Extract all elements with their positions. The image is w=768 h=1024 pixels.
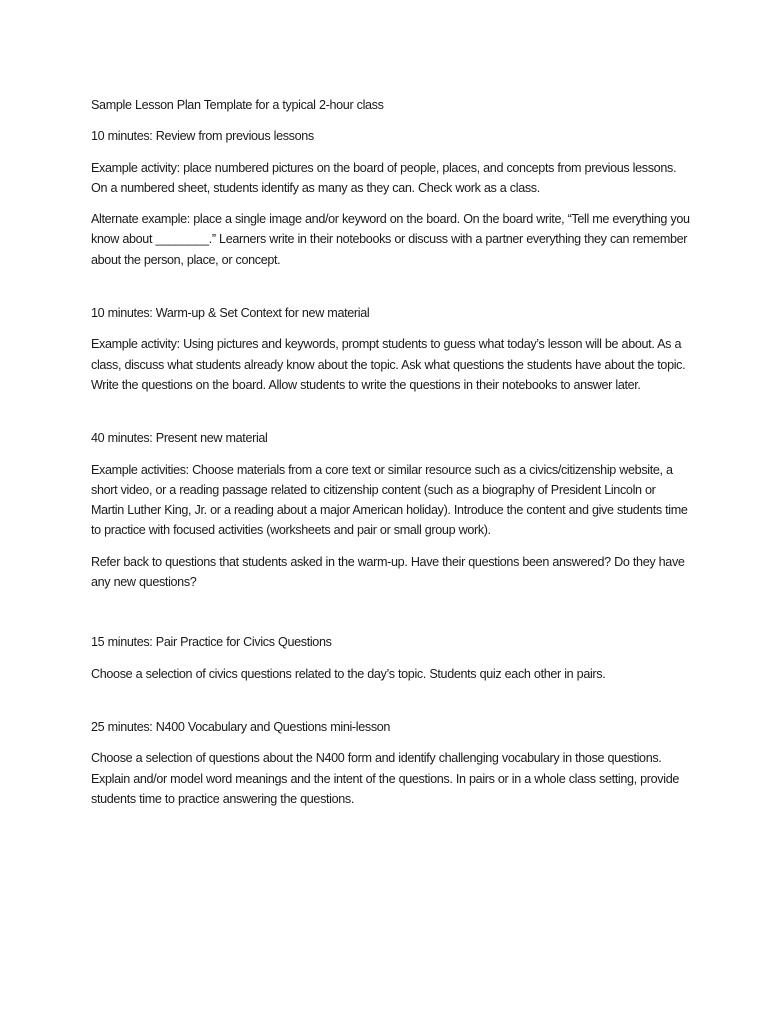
section-heading: 10 minutes: Warm-up & Set Context for new material bbox=[91, 306, 370, 321]
section-pair-practice bbox=[91, 632, 691, 684]
section-n400 bbox=[91, 717, 691, 809]
section-present bbox=[91, 428, 691, 592]
section-review bbox=[91, 126, 691, 270]
section-heading: 10 minutes: Review from previous lessons bbox=[91, 129, 314, 144]
section-paragraph: Refer back to questions that students asked in the warm-up. Have their questions been answered? Do they have any new questions? bbox=[91, 554, 685, 590]
section-paragraph: Example activities: Choose materials from a core text or similar resource such as a civics/citizenship website, a short video, or a reading passage related to citizenship content (such as a biography of President Lincoln or Martin Luther King, Jr. or a reading about a major American holiday). Introduce the content and give students time to practice with focused activities (worksheets and pair or small group work). bbox=[91, 462, 688, 538]
section-heading: 15 minutes: Pair Practice for Civics Questions bbox=[91, 635, 332, 650]
section-heading: 25 minutes: N400 Vocabulary and Questions mini-lesson bbox=[91, 719, 391, 734]
document-page bbox=[91, 95, 691, 820]
section-paragraph: Choose a selection of questions about the N400 form and identify challenging vocabulary in those questions. Explain and/or model word meanings and the intent of the questions. In pairs or in a whole class setting, provide students time to practice answering the questions. bbox=[91, 751, 680, 806]
section-paragraph: Alternate example: place a single image and/or keyword on the board. On the board write, “Tell me everything you know about ________.” Learners write in their notebooks or discuss with a partner everything they can remember about the person, place, or concept. bbox=[91, 212, 690, 267]
document-title: Sample Lesson Plan Template for a typical 2-hour class bbox=[91, 98, 384, 112]
section-heading: 40 minutes: Present new material bbox=[91, 431, 268, 446]
section-paragraph: Example activity: place numbered pictures on the board of people, places, and concepts from previous lessons. On a numbered sheet, students identify as many as they can. Check work as a class. bbox=[91, 160, 677, 195]
section-paragraph: Example activity: Using pictures and keywords, prompt students to guess what today’s lesson will be about. As a class, discuss what students already know about the topic. Ask what questions the students have about the topic. Write the questions on the board. Allow students to write the questions in their notebooks to answer later. bbox=[91, 337, 686, 392]
section-warmup bbox=[91, 303, 691, 395]
section-paragraph: Choose a selection of civics questions related to the day’s topic. Students quiz each other in pairs. bbox=[91, 666, 606, 681]
